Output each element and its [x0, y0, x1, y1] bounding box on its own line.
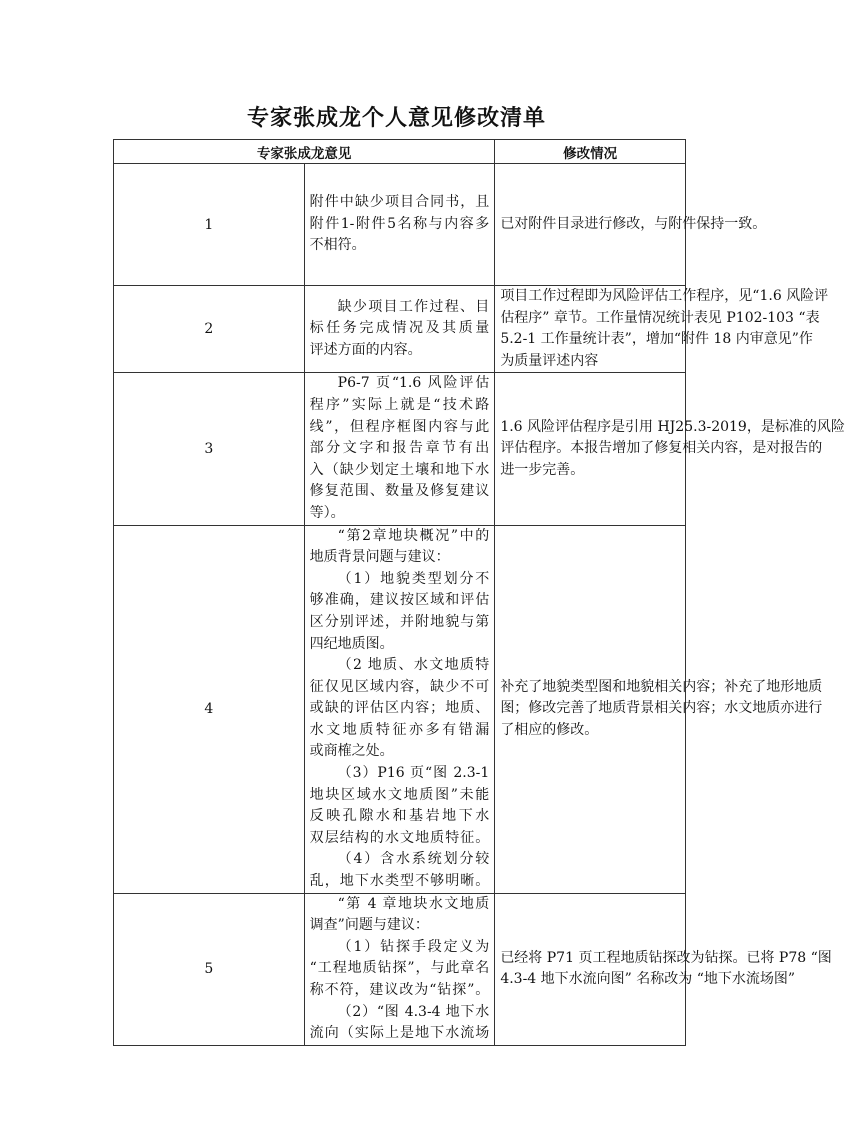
text-line: （2 地质、水文地质特: [337, 657, 490, 674]
text-line: 或缺的评估区内容；地质、: [309, 700, 490, 717]
text-line: 水文地质特征亦多有错漏: [309, 721, 490, 738]
text-line: 了相应的修改。: [500, 721, 599, 738]
text-line: 为质量评述内容: [500, 352, 599, 369]
row-number: 2: [114, 286, 305, 373]
revision-result-cell: [495, 373, 845, 525]
text-line: 征仅见区域内容，缺少不可: [309, 678, 490, 695]
revision-table: [113, 139, 845, 1046]
text-line: 调查”问题与建议：: [309, 917, 429, 934]
revision-result-cell: [495, 893, 832, 1045]
row-number: 1: [114, 164, 305, 286]
text-line: “第 4 章地块水文地质: [337, 895, 490, 912]
text-line: 估程序” 章节。工作量情况统计表见 P102-103 “表: [500, 309, 820, 326]
revision-result-cell: [495, 286, 829, 373]
text-line: 部分文字和报告章节有出: [309, 440, 490, 457]
text-line: 已对附件目录进行修改，与附件保持一致。: [500, 215, 767, 232]
text-line: 评述方面的内容。: [309, 341, 422, 358]
text-line: 缺少项目工作过程、目: [337, 298, 490, 315]
revision-result-cell: [495, 525, 823, 893]
text-line: （3）P16 页“图 2.3-1: [337, 765, 490, 782]
text-line: 或商榷之处。: [309, 743, 394, 760]
text-line: P6-7 页“1.6 风险评估: [337, 375, 490, 392]
table-row: [114, 373, 686, 525]
expert-opinion-cell: [304, 164, 495, 286]
text-line: （2）“图 4.3-4 地下水: [337, 1003, 490, 1020]
row-number: 4: [114, 525, 305, 893]
text-line: 称不符，建议改为“钻探”。: [309, 982, 490, 998]
text-line: 进一步完善。: [500, 461, 585, 478]
text-line: 评估程序。本报告增加了修复相关内容，是对报告的: [500, 440, 823, 457]
header-opinion: 专家张成龙意见: [114, 140, 495, 164]
text-line: 5.2-1 工作量统计表”，增加“附件 18 内审意见”作: [500, 331, 813, 348]
text-line: 项目工作过程即为风险评估工作程序，见“1.6 风险评: [500, 288, 829, 304]
table-row: [114, 286, 686, 373]
expert-opinion-cell: [304, 286, 495, 373]
text-line: 够准确，建议按区域和评估: [309, 592, 490, 609]
text-line: 4.3-4 地下水流向图” 名称改为 “地下水流场图”: [500, 971, 796, 988]
text-line: 反映孔隙水和基岩地下水: [309, 808, 490, 825]
text-line: 不相符。: [309, 237, 366, 254]
table-row: [114, 525, 686, 893]
text-line: 附件中缺少项目合同书，且: [309, 194, 490, 211]
text-line: 地块区域水文地质图”未能: [309, 786, 490, 803]
table-row: [114, 164, 686, 286]
text-line: 1.6 风险评估程序是引用 HJ25.3-2019，是标准的风险: [500, 418, 845, 435]
text-line: （1）钻探手段定义为: [337, 938, 490, 955]
text-line: 等）。: [309, 504, 345, 521]
text-line: 乱，地下水类型不够明晰。: [309, 873, 490, 890]
text-line: 流向（实际上是地下水流场: [309, 1025, 490, 1042]
text-line: 附件1-附件5名称与内容多: [309, 215, 490, 232]
text-line: 双层结构的水文地质特征。: [309, 829, 490, 846]
table-row: [114, 893, 686, 1045]
text-line: 已经将 P71 页工程地质钻探改为钻探。已将 P78 “图: [500, 949, 832, 966]
text-line: 入（缺少划定土壤和地下水: [309, 461, 490, 478]
text-line: 图；修改完善了地质背景相关内容；水文地质亦进行: [500, 700, 823, 717]
text-line: 补充了地貌类型图和地貌相关内容；补充了地形地质: [500, 678, 823, 695]
text-line: “工程地质钻探”，与此章名: [309, 960, 490, 977]
text-line: （1）地貌类型划分不: [337, 570, 490, 587]
page-title: 专家张成龙个人意见修改清单: [246, 105, 546, 131]
text-line: 线”，但程序框图内容与此: [309, 418, 490, 435]
text-line: 地质背景问题与建议：: [309, 549, 450, 566]
expert-opinion-cell: [304, 893, 495, 1045]
expert-opinion-cell: [304, 525, 495, 893]
row-number: 5: [114, 893, 305, 1045]
text-line: 区分别评述，并附地貌与第: [309, 613, 490, 630]
row-number: 3: [114, 373, 305, 525]
text-line: 四纪地质图。: [309, 635, 394, 652]
revision-result-cell: [495, 164, 767, 286]
text-line: 程序”实际上就是“技术路: [309, 396, 490, 413]
text-line: 标任务完成情况及其质量: [309, 320, 490, 337]
expert-opinion-cell: [304, 373, 495, 525]
header-result: 修改情况: [495, 140, 686, 164]
text-line: 修复范围、数量及修复建议: [309, 483, 490, 500]
table-header-row: [114, 140, 686, 164]
text-line: “第2章地块概况”中的: [337, 527, 490, 544]
text-line: （4）含水系统划分较: [337, 851, 490, 868]
